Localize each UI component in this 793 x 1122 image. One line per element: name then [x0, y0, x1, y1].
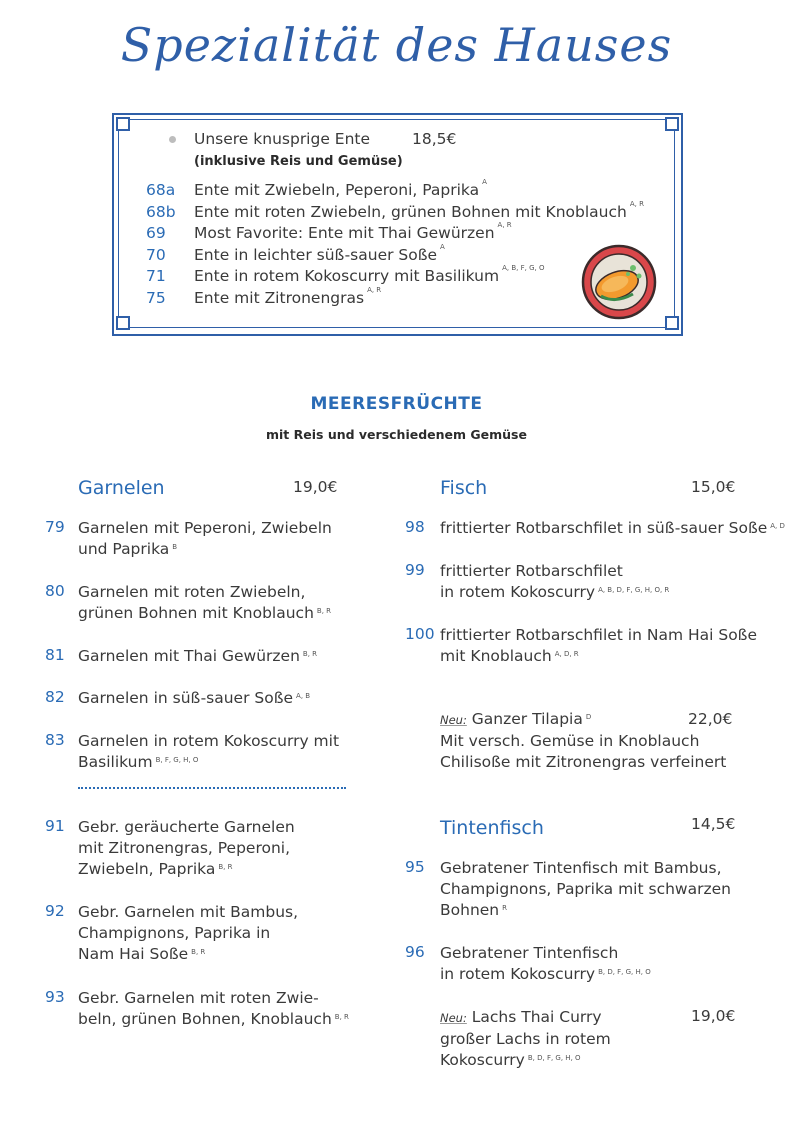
- menu-item: [405, 943, 790, 985]
- item-line: frittierter Rotbarschfilet in Nam Hai Soße: [440, 626, 757, 644]
- item-line: Zwiebeln, Paprika: [78, 860, 216, 878]
- item-text: Ente mit roten Zwiebeln, grünen Bohnen mit Knoblauch: [194, 202, 627, 221]
- item-text: Ente in rotem Kokoscurry mit Basilikum: [194, 267, 500, 285]
- item-line: Kokoscurry: [440, 1051, 525, 1069]
- allergen-codes: A: [440, 242, 445, 251]
- item-line: und Paprika: [78, 540, 170, 558]
- allergen-codes: A: [482, 178, 487, 186]
- allergen-codes: B, R: [316, 607, 332, 615]
- duck-price: 18,5€: [412, 130, 457, 148]
- allergen-codes: A, D: [770, 522, 785, 530]
- item-number: 95: [405, 858, 425, 876]
- item-line: Champignons, Paprika in: [78, 924, 271, 942]
- item-line: Basilikum: [78, 753, 153, 771]
- allergen-codes: B: [172, 543, 178, 551]
- new-badge: Neu:: [440, 1011, 467, 1025]
- allergen-codes: B, R: [302, 650, 318, 658]
- item-line: beln, grünen Bohnen, Knoblauch: [78, 1010, 332, 1028]
- allergen-codes: B, R: [334, 1013, 349, 1021]
- category-price-fisch: 15,0€: [691, 478, 736, 496]
- allergen-codes: B, D, F, G, H, O: [598, 968, 651, 976]
- duck-plate-icon: [581, 244, 657, 320]
- item-line: Chilisoße mit Zitronengras verfeinert: [440, 753, 727, 771]
- item-number: 93: [45, 988, 65, 1006]
- item-line: Nam Hai Soße: [78, 945, 189, 963]
- allergen-codes: A, B: [296, 692, 311, 700]
- category-title-tintenfisch: Tintenfisch: [440, 817, 544, 839]
- menu-item: [405, 561, 790, 603]
- dotted-divider: [78, 787, 346, 789]
- list-item: [146, 199, 644, 224]
- item-line: Gebr. geräucherte Garnelen: [78, 818, 295, 836]
- duck-intro: Unsere knusprige Ente: [194, 130, 371, 148]
- category-title-garnelen: Garnelen: [78, 477, 165, 499]
- special-name: Lachs Thai Curry: [471, 1008, 602, 1026]
- category-price-tintenfisch: 14,5€: [691, 815, 736, 833]
- item-number: 99: [405, 561, 425, 579]
- item-number: 82: [45, 688, 65, 706]
- item-line: in rotem Kokoscurry: [440, 965, 596, 983]
- item-number: 75: [146, 288, 166, 307]
- allergen-codes: A, D, R: [554, 650, 579, 658]
- frame-corner-ornament: [116, 117, 130, 131]
- item-text: Ente mit Zwiebeln, Peperoni, Paprika: [194, 181, 480, 199]
- item-number: 91: [45, 817, 65, 835]
- item-line: grünen Bohnen mit Knoblauch: [78, 604, 314, 622]
- category-price-garnelen: 19,0€: [293, 478, 338, 496]
- special-price-tilapia: 22,0€: [688, 710, 733, 728]
- item-number: 68b: [146, 202, 176, 221]
- item-text: Most Favorite: Ente mit Thai Gewürzen: [194, 224, 495, 242]
- item-number: 81: [45, 646, 65, 664]
- list-item: [146, 223, 644, 245]
- item-line: Garnelen mit Peperoni, Zwiebeln: [78, 519, 332, 537]
- bullet-icon: [169, 136, 176, 143]
- item-number: 71: [146, 267, 166, 285]
- item-line: Garnelen mit roten Zwiebeln,: [78, 583, 306, 601]
- allergen-codes: A, R: [367, 285, 382, 294]
- item-number: 96: [405, 943, 425, 961]
- item-number: 92: [45, 902, 65, 920]
- item-line: Gebratener Tintenfisch: [440, 944, 619, 962]
- allergen-codes: B, R: [191, 948, 206, 956]
- menu-item: [45, 902, 375, 965]
- category-title-fisch: Fisch: [440, 477, 488, 499]
- item-line: Gebr. Garnelen mit roten Zwie-: [78, 989, 319, 1007]
- new-badge: Neu:: [440, 713, 467, 727]
- item-line: Mit versch. Gemüse in Knoblauch: [440, 732, 700, 750]
- allergen-codes: A, R: [497, 221, 512, 229]
- item-line: frittierter Rotbarschfilet in süß-sauer Soße: [440, 519, 768, 537]
- item-text: Ente mit Zitronengras: [194, 288, 365, 307]
- special-item-lachs: [440, 1007, 680, 1071]
- item-line: in rotem Kokoscurry: [440, 583, 596, 601]
- menu-item: [405, 858, 790, 921]
- frame-corner-ornament: [116, 316, 130, 330]
- allergen-codes: A, B, D, F, G, H, O, R: [598, 586, 670, 594]
- special-price-lachs: 19,0€: [691, 1007, 736, 1025]
- menu-item: [45, 518, 375, 560]
- item-text: Ente in leichter süß-sauer Soße: [194, 245, 438, 264]
- allergen-codes: A, R: [629, 199, 644, 208]
- special-name: Ganzer Tilapia: [471, 710, 583, 728]
- item-line: Garnelen mit Thai Gewürzen: [78, 647, 300, 665]
- menu-item: [405, 518, 790, 539]
- item-line: frittierter Rotbarschfilet: [440, 562, 623, 580]
- allergen-codes: B, R: [218, 863, 233, 871]
- menu-item: [405, 625, 790, 667]
- page-title: Spezialität des Hauses: [120, 18, 673, 72]
- item-number: 70: [146, 245, 166, 264]
- item-line: Garnelen in rotem Kokoscurry mit: [78, 732, 340, 750]
- section-subtitle: mit Reis und verschiedenem Gemüse: [266, 427, 527, 442]
- list-item: [146, 242, 644, 267]
- item-number: 80: [45, 582, 65, 600]
- item-number: 68a: [146, 181, 176, 199]
- frame-corner-ornament: [665, 117, 679, 131]
- item-number: 100: [405, 625, 435, 643]
- allergen-codes: B, D, F, G, H, O: [527, 1054, 581, 1062]
- menu-item: [45, 582, 375, 624]
- item-number: 83: [45, 731, 65, 749]
- duck-list: [146, 180, 644, 309]
- item-line: Gebr. Garnelen mit Bambus,: [78, 903, 299, 921]
- frame-corner-ornament: [665, 316, 679, 330]
- allergen-codes: A, B, F, G, O: [502, 264, 545, 272]
- item-number: 79: [45, 518, 65, 536]
- list-item: [146, 180, 644, 202]
- menu-item: [45, 817, 375, 880]
- section-title: MEERESFRÜCHTE: [310, 394, 483, 414]
- menu-item: [45, 988, 385, 1030]
- item-number: 69: [146, 224, 166, 242]
- allergen-codes: R: [502, 904, 507, 912]
- menu-item: [45, 646, 375, 667]
- item-line: großer Lachs in rotem: [440, 1030, 611, 1048]
- item-line: mit Knoblauch: [440, 647, 552, 665]
- allergen-codes: D: [585, 713, 592, 721]
- item-line: Champignons, Paprika mit schwarzen: [440, 880, 731, 898]
- list-item: [146, 266, 644, 288]
- duck-note: (inklusive Reis und Gemüse): [194, 154, 403, 169]
- item-line: mit Zitronengras, Peperoni,: [78, 839, 291, 857]
- list-item: [146, 285, 644, 310]
- item-number: 98: [405, 518, 425, 536]
- item-line: Garnelen in süß-sauer Soße: [78, 689, 294, 707]
- item-line: Bohnen: [440, 901, 500, 919]
- allergen-codes: B, F, G, H, O: [155, 756, 199, 764]
- item-line: Gebratener Tintenfisch mit Bambus,: [440, 859, 722, 877]
- menu-item: [45, 731, 375, 773]
- menu-item: [45, 688, 375, 709]
